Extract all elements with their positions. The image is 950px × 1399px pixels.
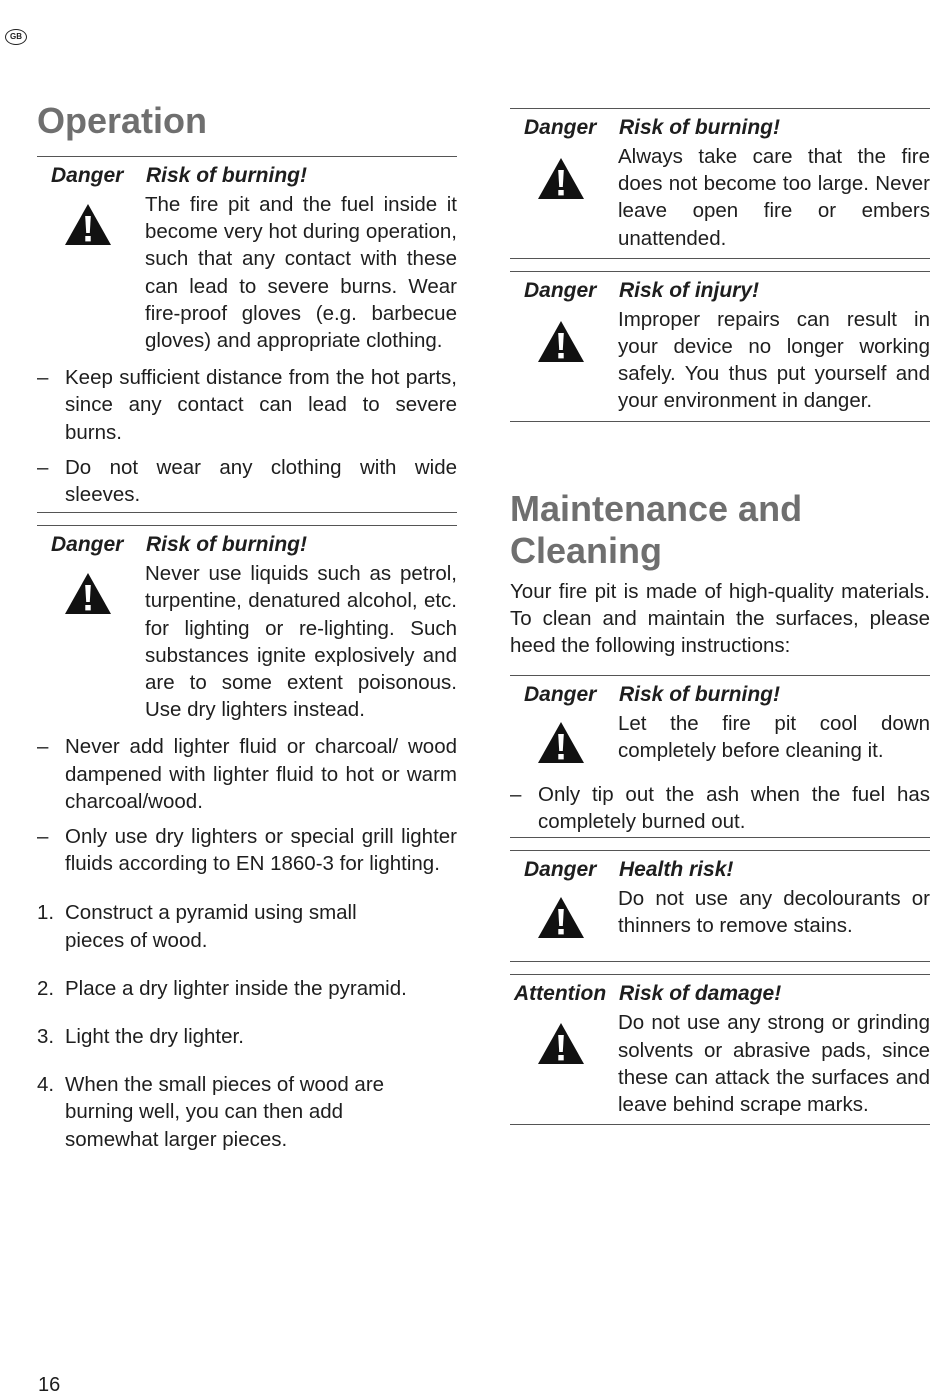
rule — [510, 961, 930, 975]
list-item: – Only tip out the ash when the fuel has completely burned out. — [510, 782, 930, 833]
rule — [510, 1124, 930, 1125]
operation-column — [37, 100, 457, 1153]
warning-triangle-icon — [536, 319, 586, 364]
warning-triangle-icon — [536, 1021, 586, 1066]
page-number: 16 — [38, 1374, 61, 1396]
warning-box — [510, 975, 930, 1120]
warning-title: Risk of injury! — [619, 278, 760, 302]
warning-box — [510, 851, 930, 941]
warning-triangle-icon — [63, 571, 113, 616]
warning-title: Health risk! — [619, 858, 734, 882]
warning-text: The fire pit and the fuel inside it become very hot during operation, such that any contact with these can lead to severe burns. Wear fire-proof gloves (e.g. barbecue gloves) and appropriate clothing. — [145, 193, 457, 353]
list-item: – Keep sufficient distance from the hot parts, since any contact can lead to severe burns. — [37, 366, 457, 444]
intro-paragraph: Your fire pit is made of high-quality materials. To clean and maintain the surfaces, please heed the following instructions: — [510, 579, 930, 658]
warning-title: Risk of burning! — [146, 164, 307, 187]
rule — [510, 258, 930, 272]
warning-triangle-icon — [536, 720, 586, 765]
warning-keyword: Attention — [514, 982, 607, 1006]
warning-keyword: Danger — [524, 858, 597, 882]
list-item: – Never add lighter fluid or charcoal/ wood dampened with lighter fluid to hot or warm charcoal/wood. — [37, 735, 457, 813]
warning-triangle-icon — [536, 895, 586, 940]
section-title-maintenance: Maintenance and Cleaning — [510, 487, 803, 571]
warning-text: Let the fire pit cool down completely before cleaning it. — [618, 712, 930, 763]
warning-box — [510, 109, 930, 254]
warning-box — [37, 157, 457, 356]
warning-triangle-icon — [536, 156, 586, 201]
warning-keyword: Danger — [524, 278, 597, 302]
step-item: 4. When the small pieces of wood are burning well, you can then add somewhat larger pieces. — [37, 1073, 385, 1151]
warning-text: Always take care that the fire does not become too large. Never leave open fire or embers unattended. — [618, 145, 930, 250]
maintenance-column — [510, 108, 930, 1125]
rule — [510, 837, 930, 851]
section-title-operation: Operation — [37, 100, 208, 141]
warning-title: Risk of burning! — [146, 533, 307, 557]
warning-text: Do not use any decolourants or thinners to remove stains. — [618, 887, 930, 938]
warning-title: Risk of damage! — [619, 982, 782, 1006]
step-item: 1. Construct a pyramid using small pieces of wood. — [37, 901, 357, 952]
warning-triangle-icon — [63, 202, 113, 247]
warning-box — [510, 272, 930, 417]
warning-text: Do not use any strong or grinding solvents or abrasive pads, since these can attack the surfaces and leave behind scrape marks. — [618, 1011, 930, 1117]
warning-keyword: Danger — [51, 533, 124, 557]
warning-box — [37, 526, 457, 725]
warning-text: Never use liquids such as petrol, turpentine, denatured alcohol, etc. for lighting or re-lighting. Such substances ignite explosively and are to some extent poisonous. Use dry lighters instead. — [145, 562, 457, 722]
list-item: – Do not wear any clothing with wide sleeves. — [37, 455, 457, 507]
step-item: 3. Light the dry lighter. — [37, 1025, 244, 1049]
list-item: – Only use dry lighters or special grill lighter fluids according to EN 1860-3 for lighting. — [37, 825, 457, 876]
warning-keyword: Danger — [524, 683, 597, 707]
language-badge: GB — [5, 29, 27, 45]
warning-box — [510, 676, 930, 766]
warning-title: Risk of burning! — [619, 683, 780, 707]
warning-title: Risk of burning! — [619, 116, 780, 139]
warning-keyword: Danger — [51, 164, 124, 187]
step-item: 2. Place a dry lighter inside the pyramid. — [37, 976, 407, 1000]
warning-keyword: Danger — [524, 116, 597, 139]
rule — [37, 512, 457, 526]
warning-text: Improper repairs can result in your device no longer working safely. You thus put yourself and your environment in danger. — [618, 307, 930, 413]
